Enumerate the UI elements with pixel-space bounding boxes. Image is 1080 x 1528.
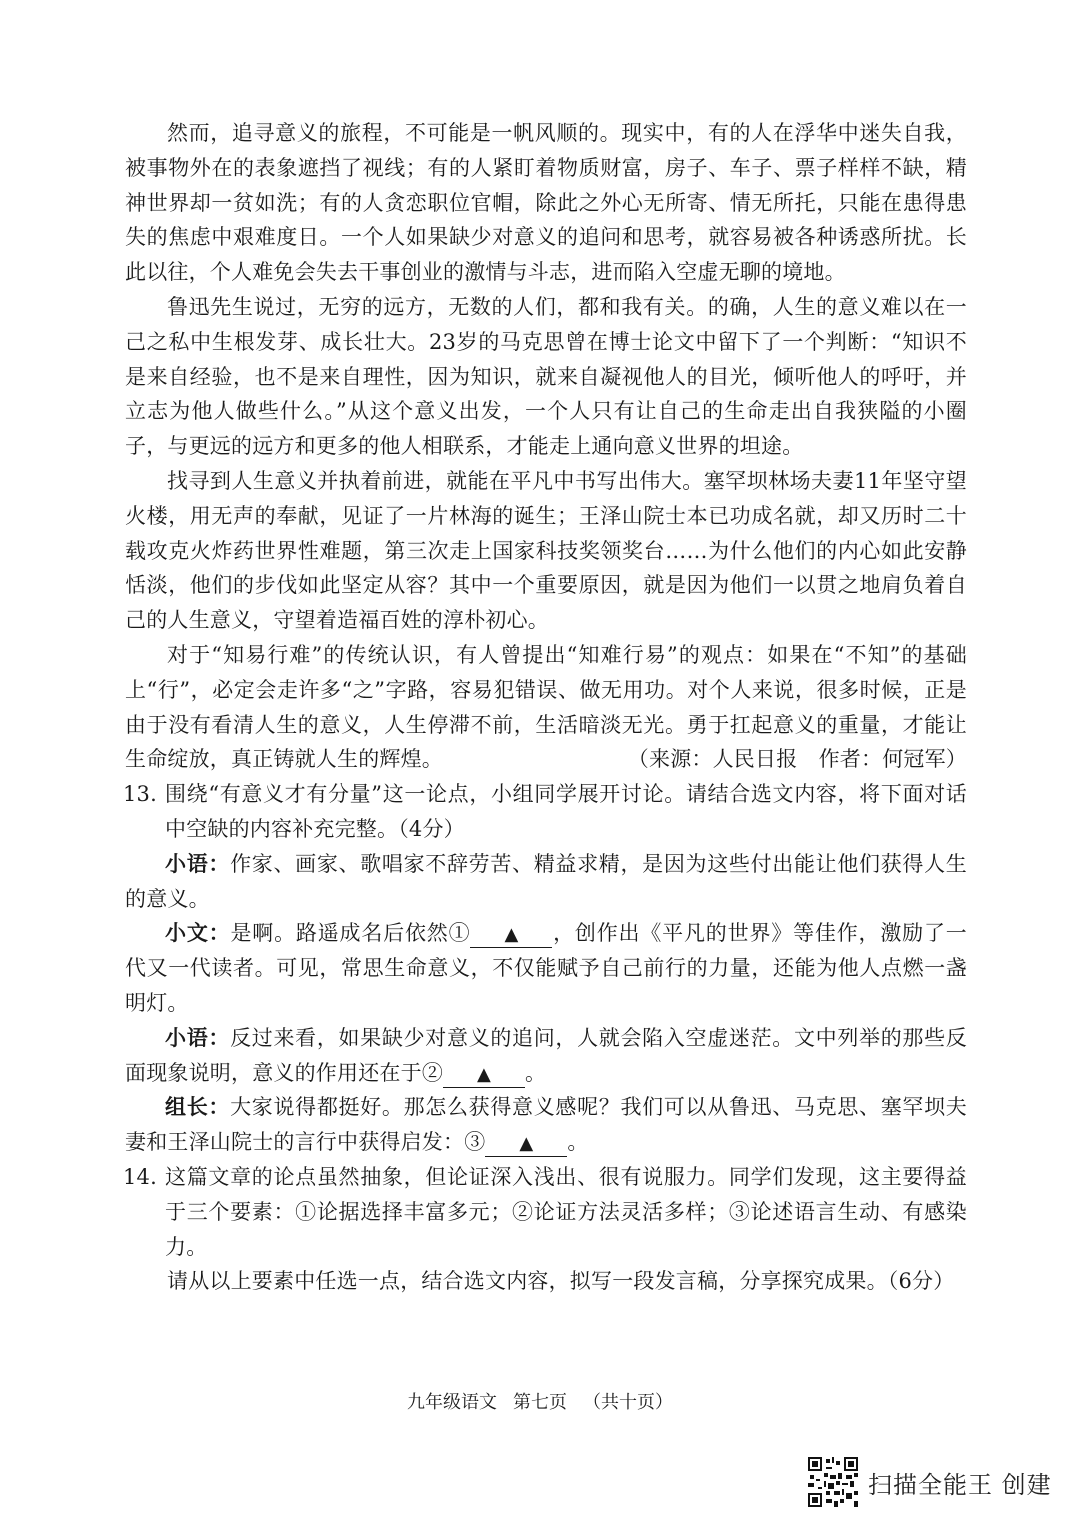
question-13 — [125, 777, 967, 847]
dialogue-text: 反过来看，如果缺少对意义的追问，人就会陷入空虚迷茫。文中列举的那些反面现象说明，意义的作用还在于 — [125, 1025, 968, 1085]
article-paragraph-2: 鲁迅先生说过，无穷的远方，无数的人们，都和我有关。的确，人生的意义难以在一己之私中生根发芽、成长壮大。23岁的马克思曾在博士论文中留下了一个判断：“知识不是来自经验，也不是来自理性，因为知识，就来自凝视他人的目光，倾听他人的呼吁，并立志为他人做些什么。”从这个意义出发，一个人只有让自己的生命走出自我狭隘的小圈子，与更远的远方和更多的他人相联系，才能走上通向意义世界的坦途。 — [125, 294, 967, 459]
article-source: （来源：人民日报 作者：何冠军） — [627, 747, 967, 772]
dialogue-text-after: ，创作出《平凡的世界》等佳作，激励了一代又一代读者。可见，常思生命意义，不仅能赋予自己前行的力量，还能为他人点燃一盏明灯。 — [125, 921, 967, 1015]
question-13-prompt: 围绕“有意义才有分量”这一论点，小组同学展开讨论。请结合选文内容，将下面对话中空缺的内容补充完整。（4分） — [165, 782, 967, 841]
blank-marker-3: ③ — [464, 1130, 486, 1155]
dialogue-speaker: 小文： — [165, 921, 231, 946]
question-13-number: 13. — [123, 782, 157, 807]
dialogue-text-after: 。 — [525, 1060, 547, 1085]
dialogue-text: 作家、画家、歌唱家不辞劳苦、精益求精，是因为这些付出能让他们获得人生的意义。 — [125, 851, 968, 911]
question-14 — [125, 1160, 967, 1264]
question-14-instruction: 请从以上要素中任选一点，结合选文内容，拟写一段发言稿，分享探究成果。（6分） — [167, 1269, 955, 1294]
page-content — [125, 116, 967, 1299]
question-14-number: 14. — [123, 1164, 157, 1189]
blank-marker-2: ② — [421, 1060, 444, 1085]
dialogue-line-1 — [125, 847, 967, 917]
page-footer — [0, 1388, 1080, 1414]
dialogue-text-after: 。 — [567, 1130, 589, 1155]
qr-code-icon — [808, 1457, 858, 1507]
article-paragraph-4-text: 对于“知易行难”的传统认识，有人曾提出“知难行易”的观点：如果在“不知”的基础上“行”，必定会走许多“之”字路，容易犯错误、做无用功。对个人来说，很多时候，正是由于没有看清人生的意义，人生停滞不前，生活暗淡无光。勇于扛起意义的重量，才能让生命绽放，真正铸就人生的辉煌。 — [125, 642, 967, 772]
dialogue-text: 是啊。路遥成名后依然 — [230, 921, 449, 946]
dialogue-line-3 — [125, 1021, 967, 1091]
answer-blank-3[interactable]: ▲ — [485, 1132, 567, 1157]
dialogue-text: 大家说得都挺好。那怎么获得意义感呢？我们可以从鲁迅、马克思、塞罕坝夫妻和王泽山院士的言行中获得启发： — [125, 1095, 968, 1155]
answer-blank-2[interactable]: ▲ — [443, 1063, 525, 1088]
dialogue-line-2 — [125, 916, 967, 1020]
scanner-watermark — [808, 1456, 1052, 1508]
footer-subject: 九年级语文 — [407, 1392, 497, 1413]
answer-blank-1[interactable]: ▲ — [470, 923, 552, 948]
article-paragraph-1: 然而，追寻意义的旅程，不可能是一帆风顺的。现实中，有的人在浮华中迷失自我，被事物外在的表象遮挡了视线；有的人紧盯着物质财富，房子、车子、票子样样不缺，精神世界却一贫如洗；有的人贪恋职位官帽，除此之外心无所寄、情无所托，只能在患得患失的焦虑中艰难度日。一个人如果缺少对意义的追问和思考，就容易被各种诱惑所扰。长此以往，个人难免会失去干事创业的激情与斗志，进而陷入空虚无聊的境地。 — [125, 121, 967, 285]
dialogue-speaker: 小语： — [165, 851, 231, 876]
blank-marker-1: ① — [448, 921, 471, 946]
dialogue-speaker: 组长： — [165, 1095, 231, 1120]
footer-total-pages: （共十页） — [583, 1392, 673, 1413]
footer-page-number: 第七页 — [513, 1392, 567, 1413]
dialogue-line-4 — [125, 1090, 967, 1160]
dialogue-speaker: 小语： — [165, 1025, 231, 1050]
article-paragraph-3: 找寻到人生意义并执着前进，就能在平凡中书写出伟大。塞罕坝林场夫妻11年坚守望火楼，用无声的奉献，见证了一片林海的诞生；王泽山院士本已功成名就，却又历时二十载攻克火炸药世界性难题，第三次走上国家科技奖领奖台……为什么他们的内心如此安静恬淡，他们的步伐如此坚定从容？其中一个重要原因，就是因为他们一以贯之地肩负着自己的人生意义，守望着造福百姓的淳朴初心。 — [125, 468, 967, 633]
article-paragraph-4 — [125, 638, 967, 777]
scanner-watermark-text: 扫描全能王 创建 — [868, 1470, 1052, 1499]
question-14-prompt: 这篇文章的论点虽然抽象，但论证深入浅出、很有说服力。同学们发现，这主要得益于三个要素：①论据选择丰富多元；②论证方法灵活多样；③论述语言生动、有感染力。 — [165, 1164, 967, 1259]
